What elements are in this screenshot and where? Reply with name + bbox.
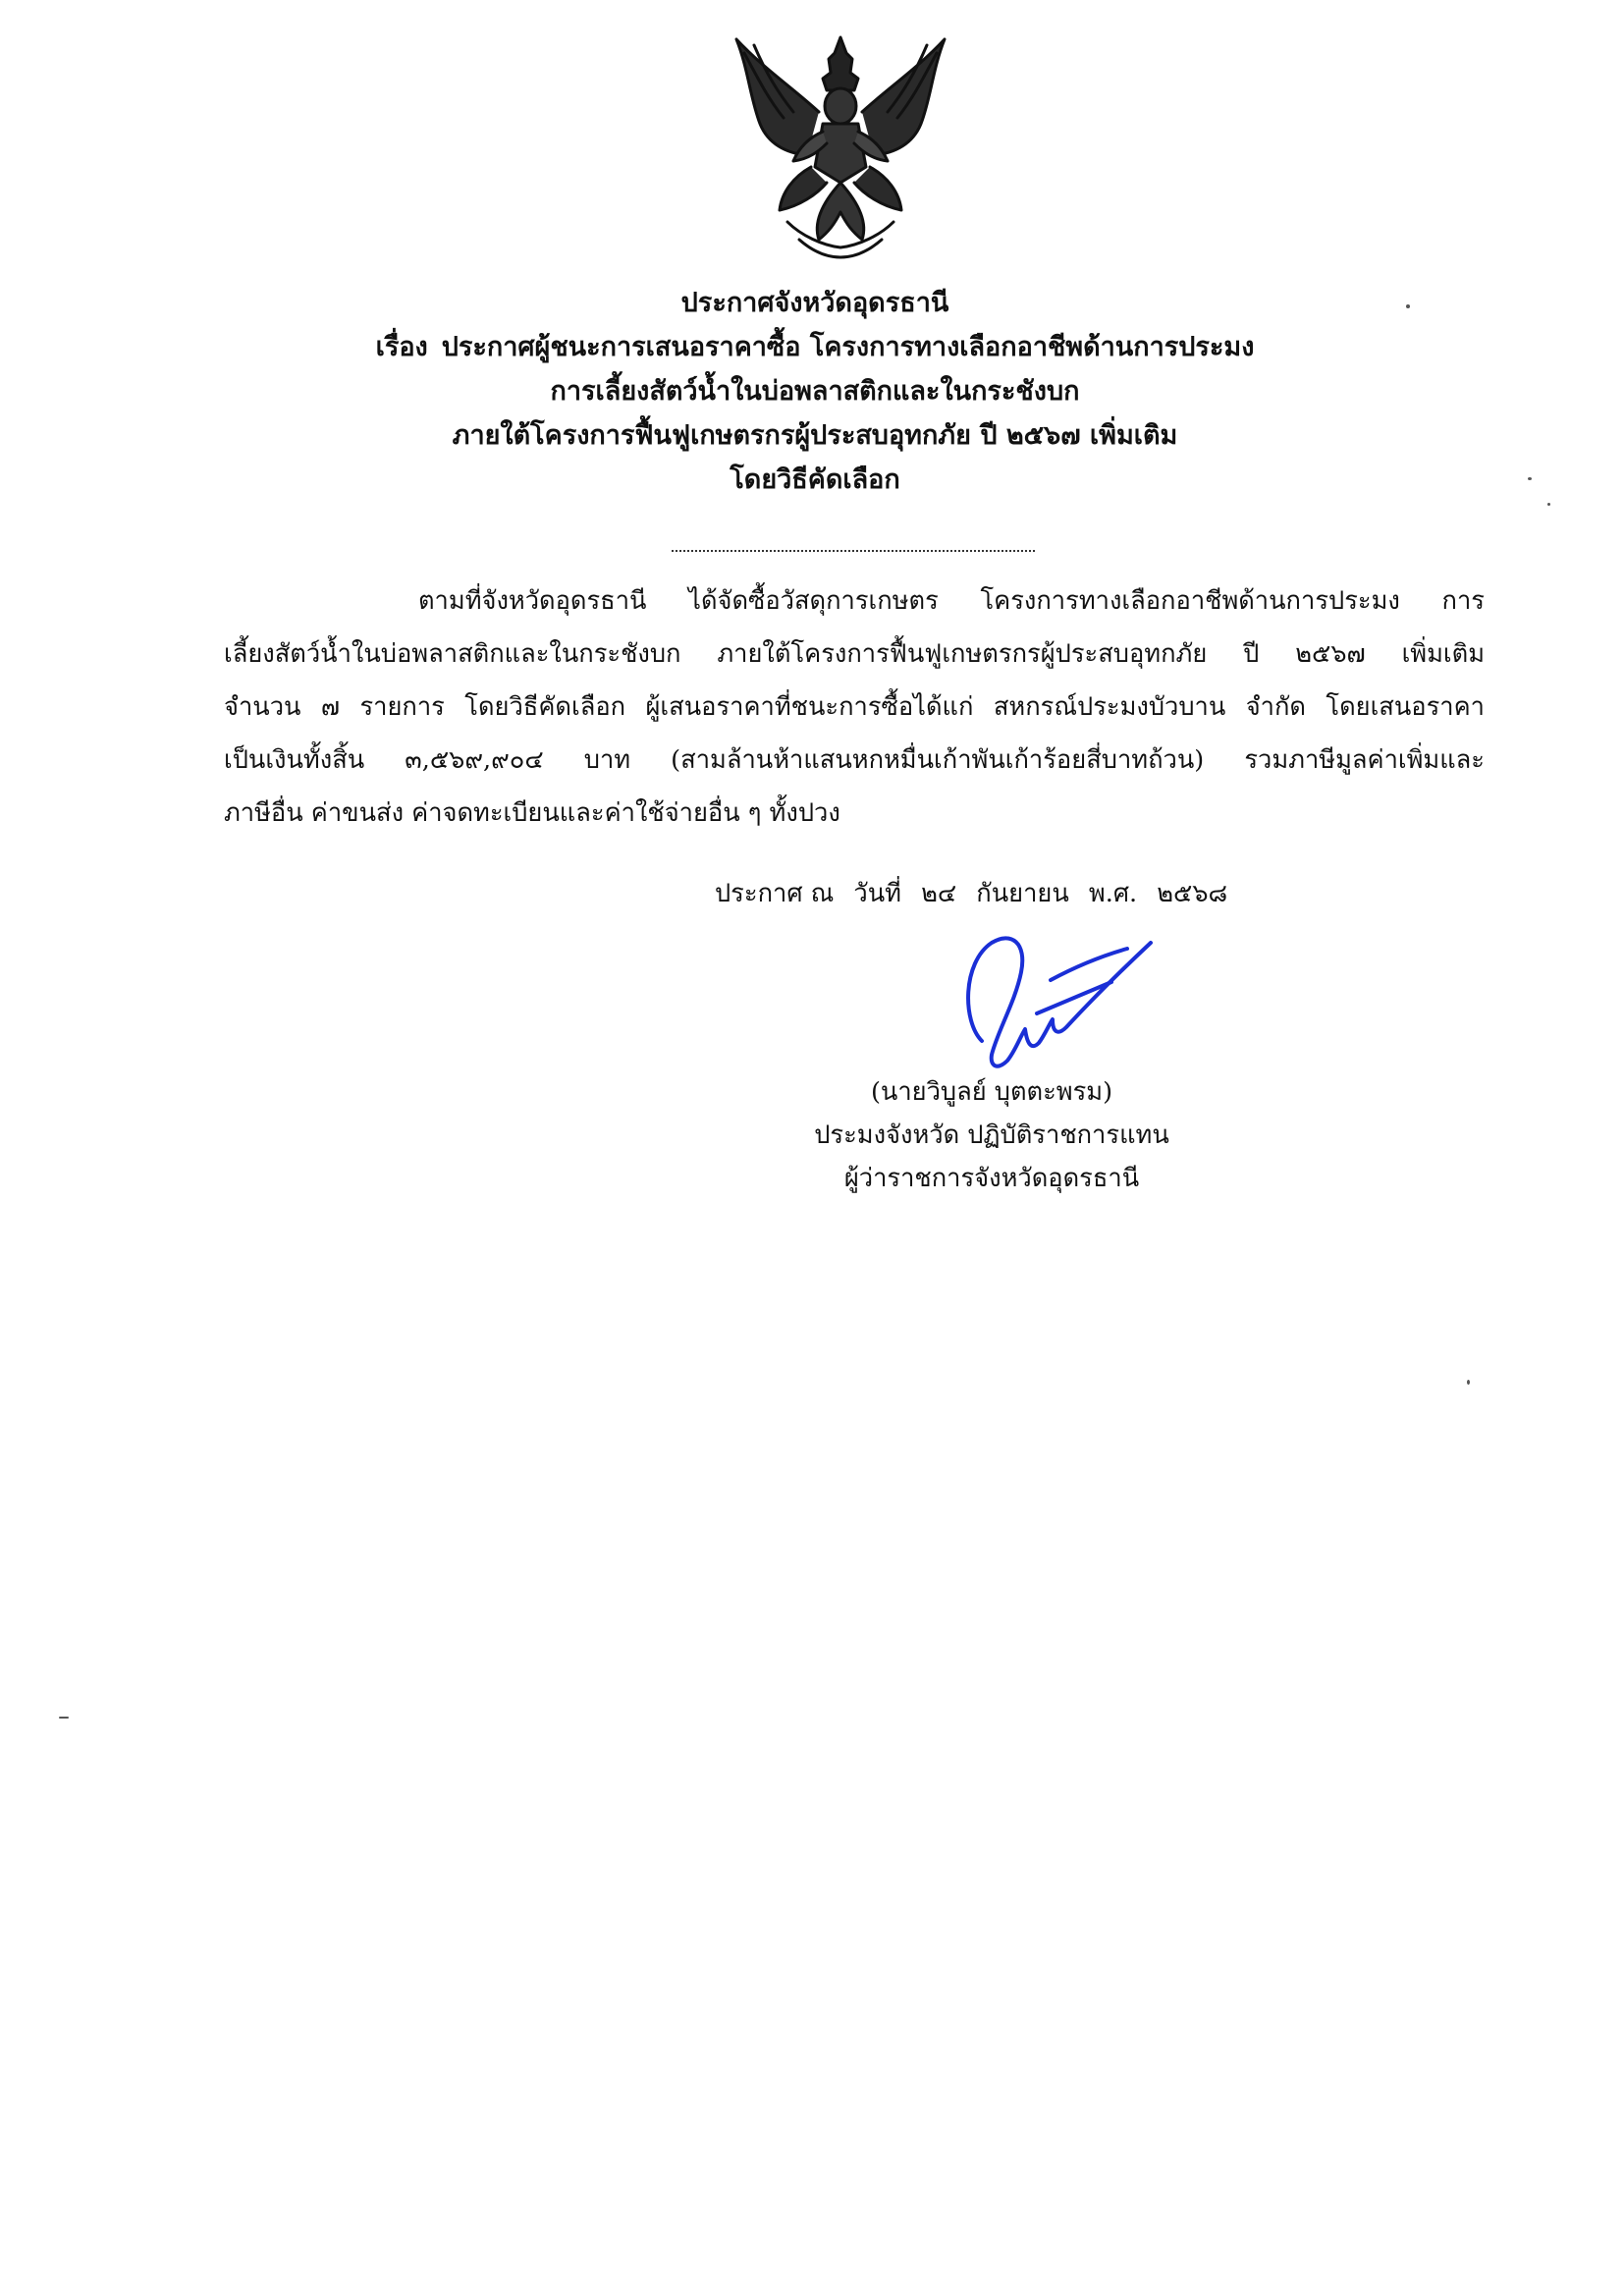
- subject-line-2: การเลี้ยงสัตว์น้ำในบ่อพลาสติกและในกระชังบก: [550, 376, 1080, 407]
- signer-block: [746, 1070, 1237, 1200]
- date-era: พ.ศ.: [1088, 879, 1138, 908]
- announcement-heading: [226, 281, 1404, 502]
- announcement-body: [224, 574, 1485, 840]
- handwritten-signature: [943, 923, 1159, 1080]
- subject-line-1: [226, 325, 1404, 369]
- subject-label: เรื่อง: [375, 332, 428, 362]
- body-line-5: ภาษีอื่น ค่าขนส่ง ค่าจดทะเบียนและค่าใช้จ่ายอื่น ๆ ทั้งปวง: [224, 798, 840, 828]
- body-line-2: เลี้ยงสัตว์น้ำในบ่อพลาสติกและในกระชังบก ภายใต้โครงการฟื้นฟูเกษตรกรผู้ประสบอุทกภัย ปี ๒๕๖๗ เพิ่มเติม: [224, 639, 1485, 669]
- subject-line-3: ภายใต้โครงการฟื้นฟูเกษตรกรผู้ประสบอุทกภัย ปี ๒๕๖๗ เพิ่มเติม: [452, 420, 1178, 451]
- body-line-1: ตามที่จังหวัดอุดรธานี ได้จัดซื้อวัสดุการเกษตร โครงการทางเลือกอาชีพด้านการประมง การ: [418, 586, 1485, 616]
- scan-speck: [59, 1717, 69, 1719]
- subject-text-1: ประกาศผู้ชนะการเสนอราคาซื้อ โครงการทางเลือกอาชีพด้านการประมง: [441, 332, 1255, 362]
- date-prefix: ประกาศ ณ: [715, 879, 835, 908]
- scan-speck: [1406, 304, 1410, 308]
- scan-speck: [1547, 503, 1550, 506]
- scan-speck: [1467, 1380, 1470, 1385]
- dotted-divider: [672, 550, 1035, 552]
- date-month: กันยายน: [976, 879, 1069, 908]
- announcement-title: ประกาศจังหวัดอุดรธานี: [680, 288, 949, 318]
- signer-name: (นายวิบูลย์ บุตตะพรม): [870, 1077, 1113, 1107]
- date-day: ๒๔: [921, 879, 957, 908]
- selection-method: โดยวิธีคัดเลือก: [730, 464, 900, 495]
- body-line-3: จำนวน ๗ รายการ โดยวิธีคัดเลือก ผู้เสนอราคาที่ชนะการซื้อได้แก่ สหกรณ์ประมงบัวบาน จำกัด โดยเสนอราคา: [224, 692, 1485, 722]
- signer-position: ประมงจังหวัด ปฏิบัติราชการแทน: [814, 1120, 1169, 1150]
- signer-authority: ผู้ว่าราชการจังหวัดอุดรธานี: [843, 1164, 1140, 1193]
- scan-speck: [1528, 477, 1532, 480]
- date-day-label: วันที่: [853, 879, 901, 908]
- date-year: ๒๕๖๘: [1157, 879, 1228, 908]
- garuda-emblem-icon: [725, 29, 956, 265]
- announcement-date: [715, 874, 1239, 913]
- body-line-4: เป็นเงินทั้งสิ้น ๓,๕๖๙,๙๐๔ บาท (สามล้านห้าแสนหกหมื่นเก้าพันเก้าร้อยสี่บาทถ้วน) รวมภาษีมูลค่าเพิ่มและ: [224, 745, 1485, 775]
